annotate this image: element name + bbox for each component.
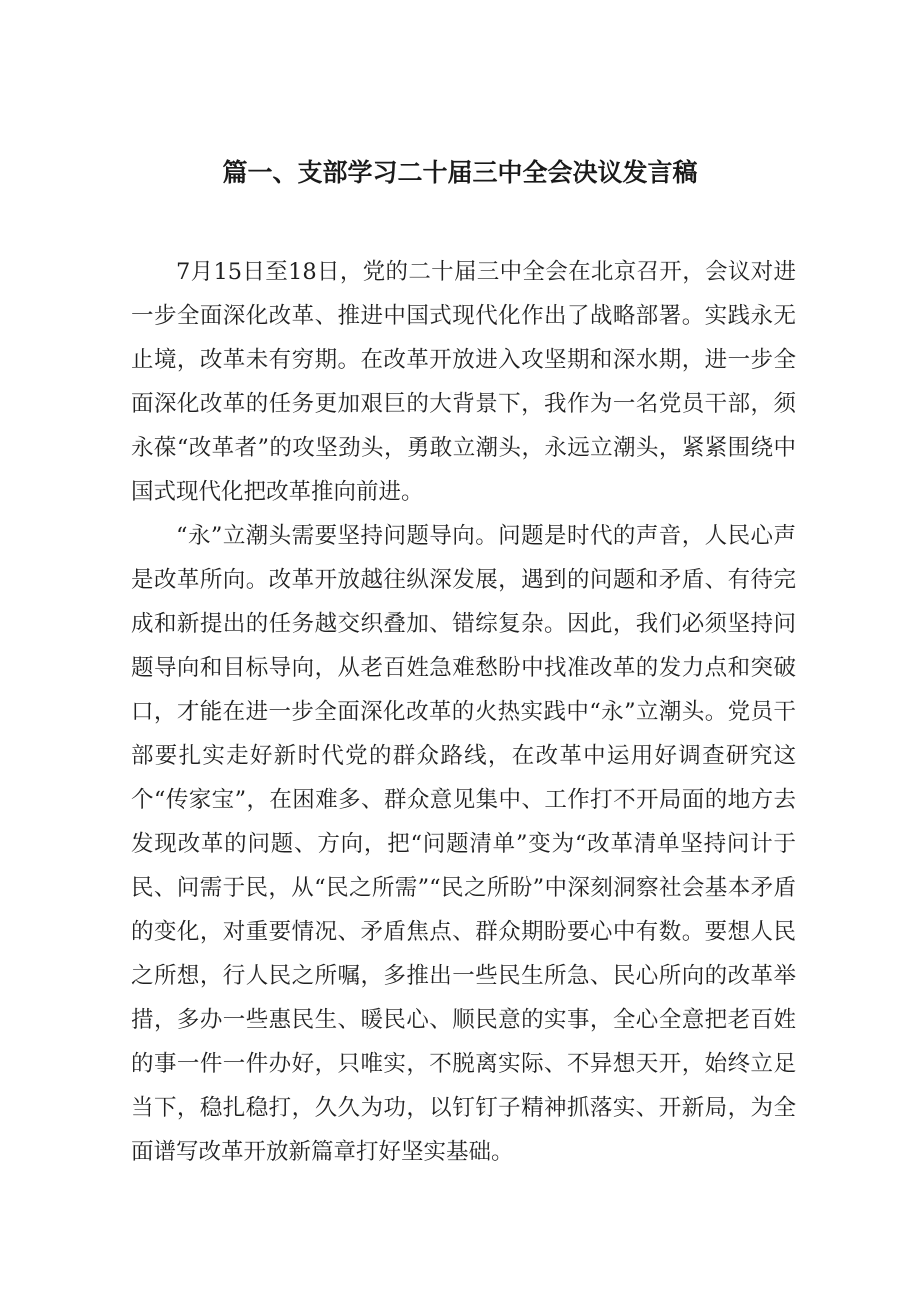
- document-title: 篇一、支部学习二十届三中全会决议发言稿: [222, 158, 698, 187]
- paragraph-2: “永”立潮头需要坚持问题导向。问题是时代的声音，人民心声是改革所向。改革开放越往纵深发展，遇到的问题和矛盾、有待完成和新提出的任务越交织叠加、错综复杂。因此，我们必须坚持问题导向和目标导向，从老百姓急难愁盼中找准改革的发力点和突破口，才能在进一步全面深化改革的火热实践中“永”立潮头。党员干部要扎实走好新时代党的群众路线，在改革中运用好调查研究这个“传家宝”，在困难多、群众意见集中、工作打不开局面的地方去发现改革的问题、方向，把“问题清单”变为“改革清单坚持问计于民、问需于民，从“民之所需”“民之所盼”中深刻洞察社会基本矛盾的变化，对重要情况、矛盾焦点、群众期盼要心中有数。要想人民之所想，行人民之所嘱，多推出一些民生所急、民心所向的改革举措，多办一些惠民生、暖民心、顺民意的实事，全心全意把老百姓的事一件一件办好，只唯实，不脱离实际、不异想天开，始终立足当下，稳扎稳打，久久为功，以钉钉子精神抓落实、开新局，为全面谱写改革开放新篇章打好坚实基础。: [131, 523, 796, 1165]
- paragraph-1: 7月15日至18日，党的二十届三中全会在北京召开，会议对进一步全面深化改革、推进中国式现代化作出了战略部署。实践永无止境，改革未有穷期。在改革开放进入攻坚期和深水期，进一步全面深化改革的任务更加艰巨的大背景下，我作为一名党员干部，须永葆“改革者”的攻坚劲头，勇敢立潮头，永远立潮头，紧紧围绕中国式现代化把改革推向前进。: [131, 259, 796, 505]
- document-body: [131, 250, 796, 1174]
